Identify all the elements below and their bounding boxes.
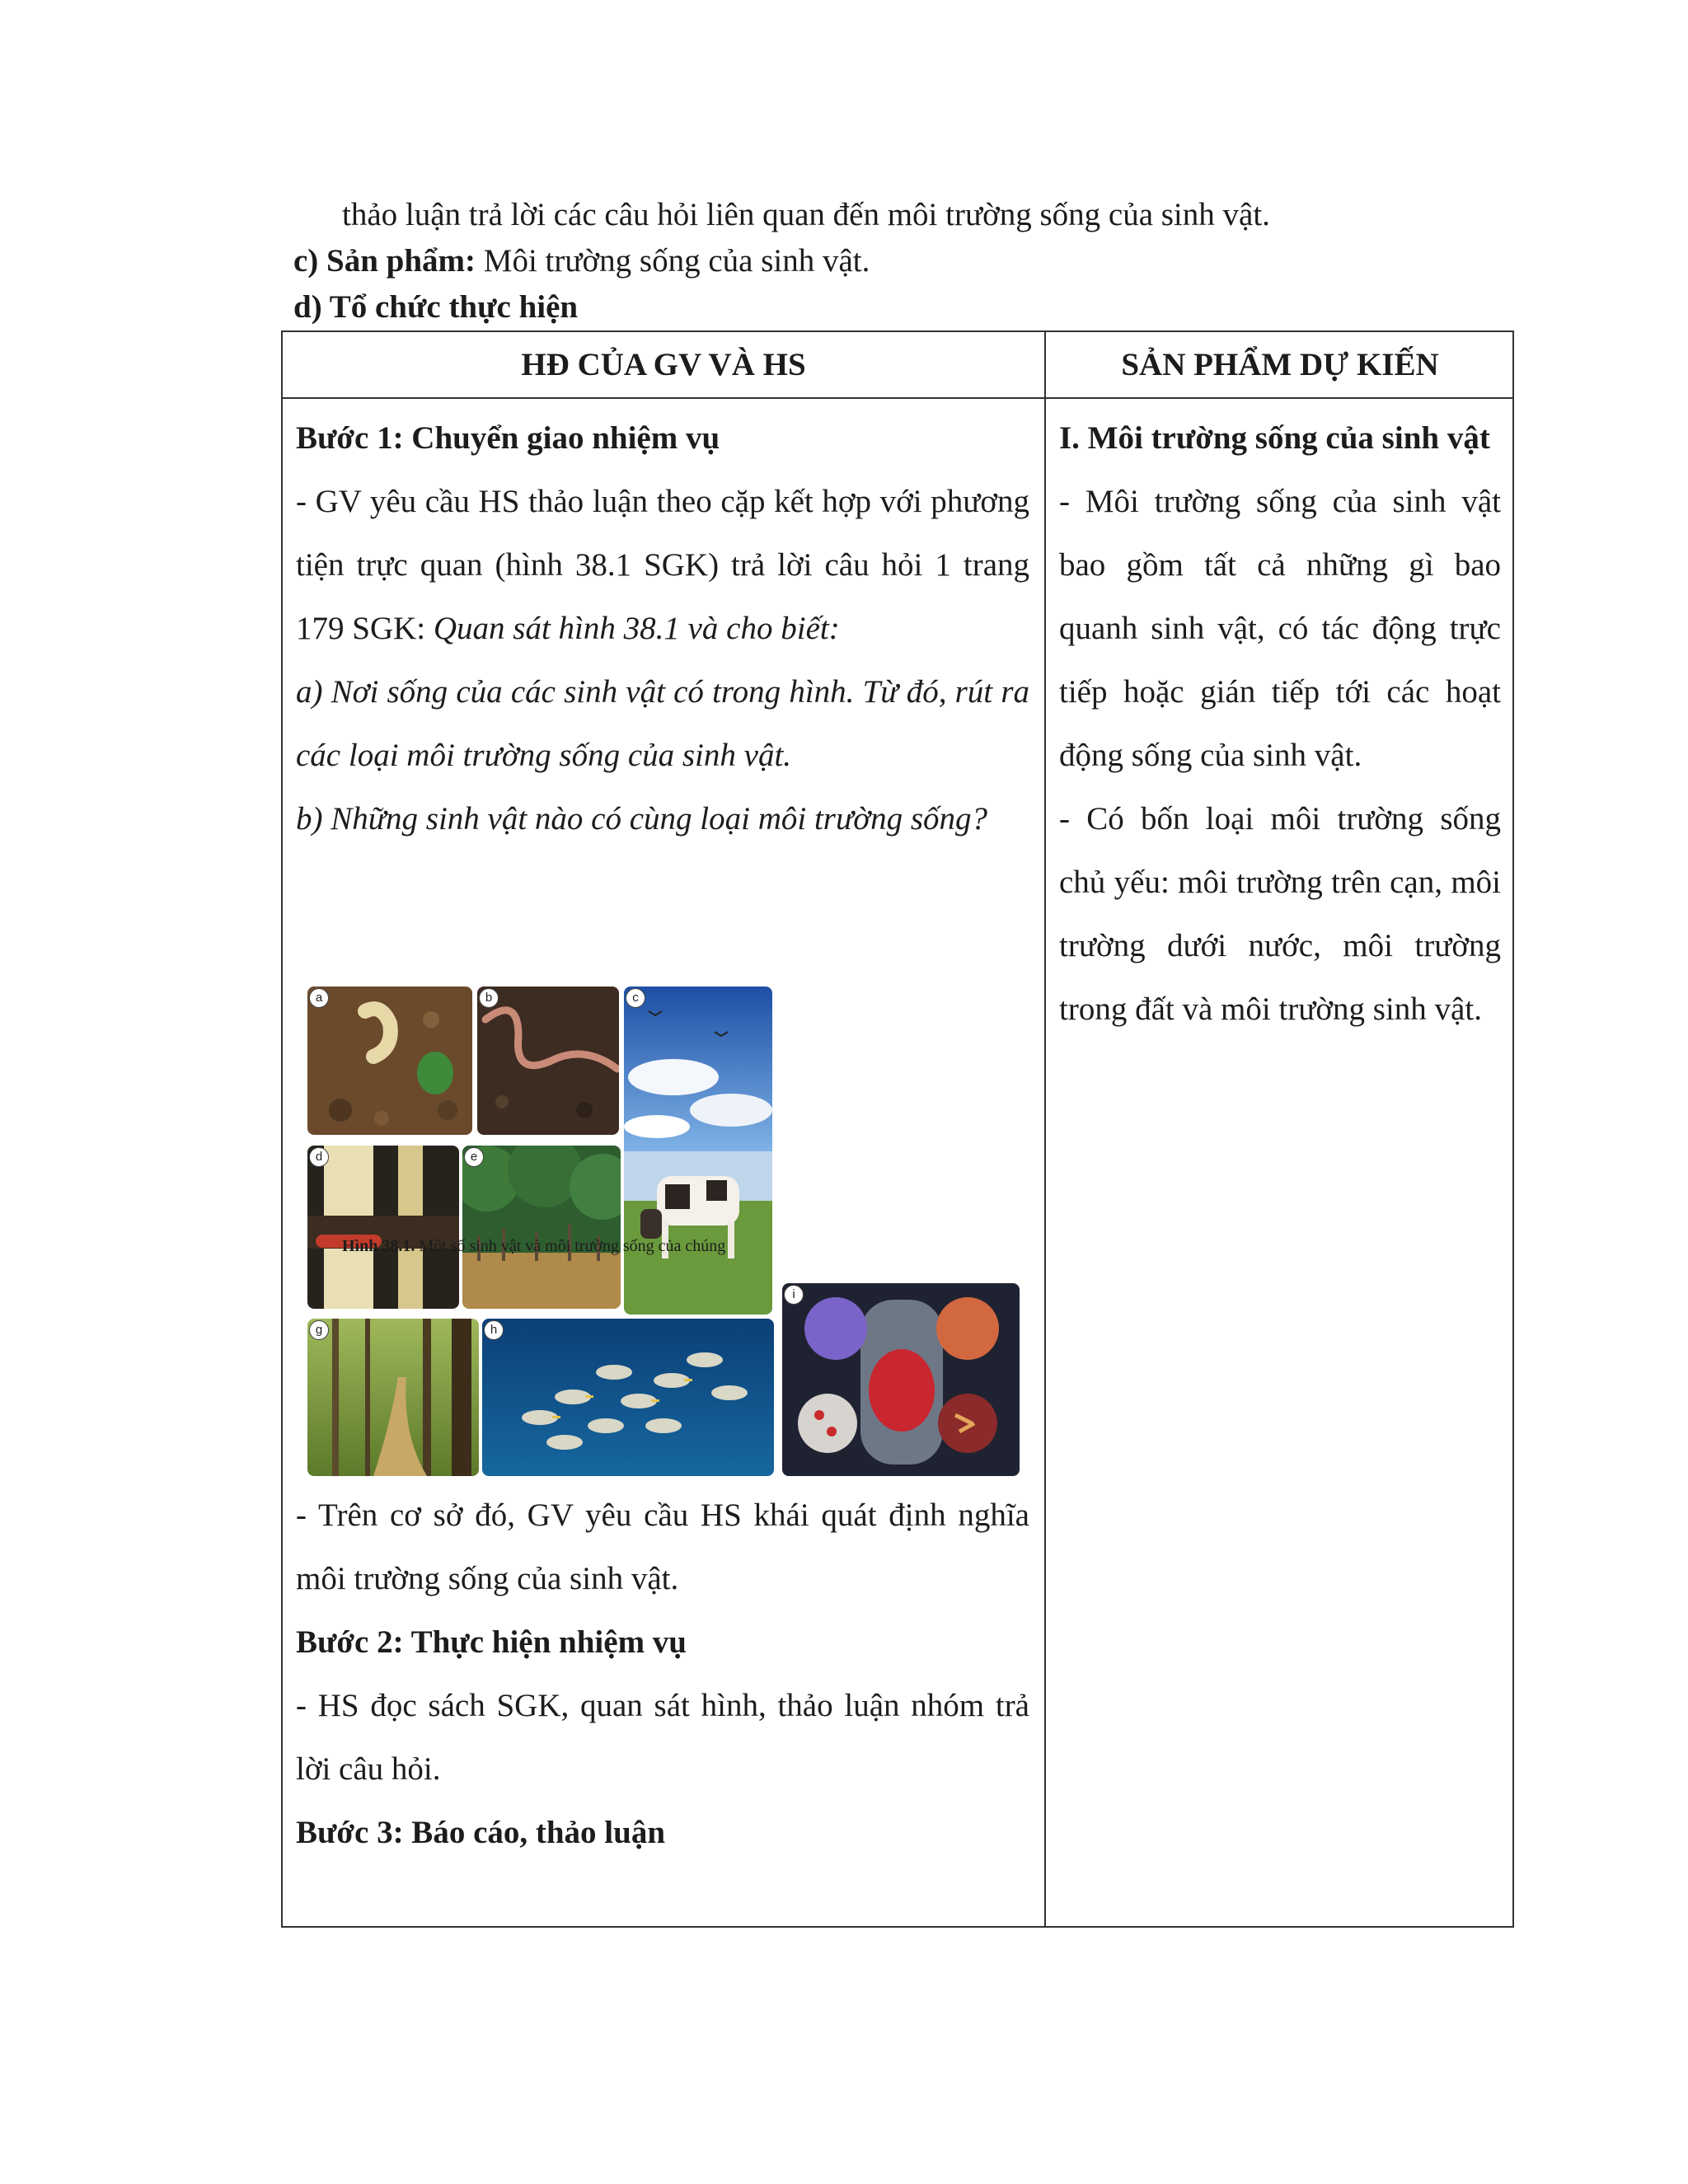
- product-label: c) Sản phẩm:: [293, 243, 476, 279]
- left-column-bottom: [296, 1483, 1029, 1864]
- tag-h: h: [484, 1320, 504, 1340]
- photo-sky-cow: [624, 987, 772, 1315]
- photo-earthworm: [477, 987, 619, 1135]
- step1-title: Bước 1: Chuyển giao nhiệm vụ: [296, 420, 720, 456]
- left-column-top: [296, 406, 1029, 851]
- photo-microbes: [782, 1283, 1020, 1476]
- photo-grub-soil: [307, 987, 472, 1135]
- section-title: I. Môi trường sống của sinh vật: [1059, 420, 1490, 456]
- tag-a: a: [309, 988, 329, 1008]
- tag-g: g: [309, 1320, 329, 1340]
- photo-forest-path: [307, 1319, 479, 1476]
- environment-types-text: - Có bốn loại môi trường sống chủ yếu: môi trường trên cạn, môi trường dưới nước, môi trường trong đất và môi trường sinh vật.: [1059, 801, 1501, 1027]
- photo-mangrove: [462, 1146, 621, 1309]
- step1-followup: - Trên cơ sở đó, GV yêu cầu HS khái quát định nghĩa môi trường sống của sinh vật.: [296, 1497, 1029, 1596]
- question-a: a) Nơi sống của các sinh vật có trong hình. Từ đó, rút ra các loại môi trường sống của sinh vật.: [296, 674, 1029, 773]
- intro-line: thảo luận trả lời các câu hỏi liên quan đến môi trường sống của sinh vật.: [342, 197, 1270, 232]
- header-divider: [283, 397, 1512, 399]
- product-text: Môi trường sống của sinh vật.: [476, 243, 870, 279]
- product-line: [293, 242, 870, 281]
- step2-text: - HS đọc sách SGK, quan sát hình, thảo luận nhóm trả lời câu hỏi.: [296, 1688, 1029, 1787]
- figure-caption: Hình 38.1. Một số sinh vật và môi trường sống của chúng: [342, 1237, 726, 1255]
- question-b: b) Những sinh vật nào có cùng loại môi trường sống?: [296, 801, 987, 837]
- tag-c: c: [626, 988, 645, 1008]
- definition-text: - Môi trường sống của sinh vật bao gồm tất cả những gì bao quanh sinh vật, có tác động trực tiếp hoặc gián tiếp tới các hoạt động sống của sinh vật.: [1059, 484, 1501, 773]
- tag-b: b: [479, 988, 499, 1008]
- step1-question-lead: Quan sát hình 38.1 và cho biết:: [433, 611, 840, 646]
- right-column: [1059, 406, 1501, 1041]
- photo-stem-larva: [307, 1146, 459, 1309]
- activity-table: [281, 330, 1514, 1928]
- header-right: SẢN PHẨM DỰ KIẾN: [1121, 347, 1439, 382]
- photo-fish-school: [482, 1319, 774, 1476]
- figure-38-1: [307, 987, 1033, 1481]
- organize-heading: d) Tổ chức thực hiện: [293, 289, 579, 325]
- step1-text: - GV yêu cầu HS thảo luận theo cặp kết hợp với phương tiện trực quan (hình 38.1 SGK) trả lời câu hỏi 1 trang 179 SGK:: [296, 484, 1029, 646]
- header-left: HĐ CỦA GV VÀ HS: [521, 347, 806, 382]
- tag-d: d: [309, 1147, 329, 1167]
- tag-i: i: [784, 1285, 804, 1305]
- tag-e: e: [464, 1147, 484, 1167]
- column-divider: [1044, 332, 1046, 1926]
- step2-title: Bước 2: Thực hiện nhiệm vụ: [296, 1624, 687, 1660]
- step1-paragraph: [296, 470, 1029, 660]
- step3-title: Bước 3: Báo cáo, thảo luận: [296, 1815, 666, 1850]
